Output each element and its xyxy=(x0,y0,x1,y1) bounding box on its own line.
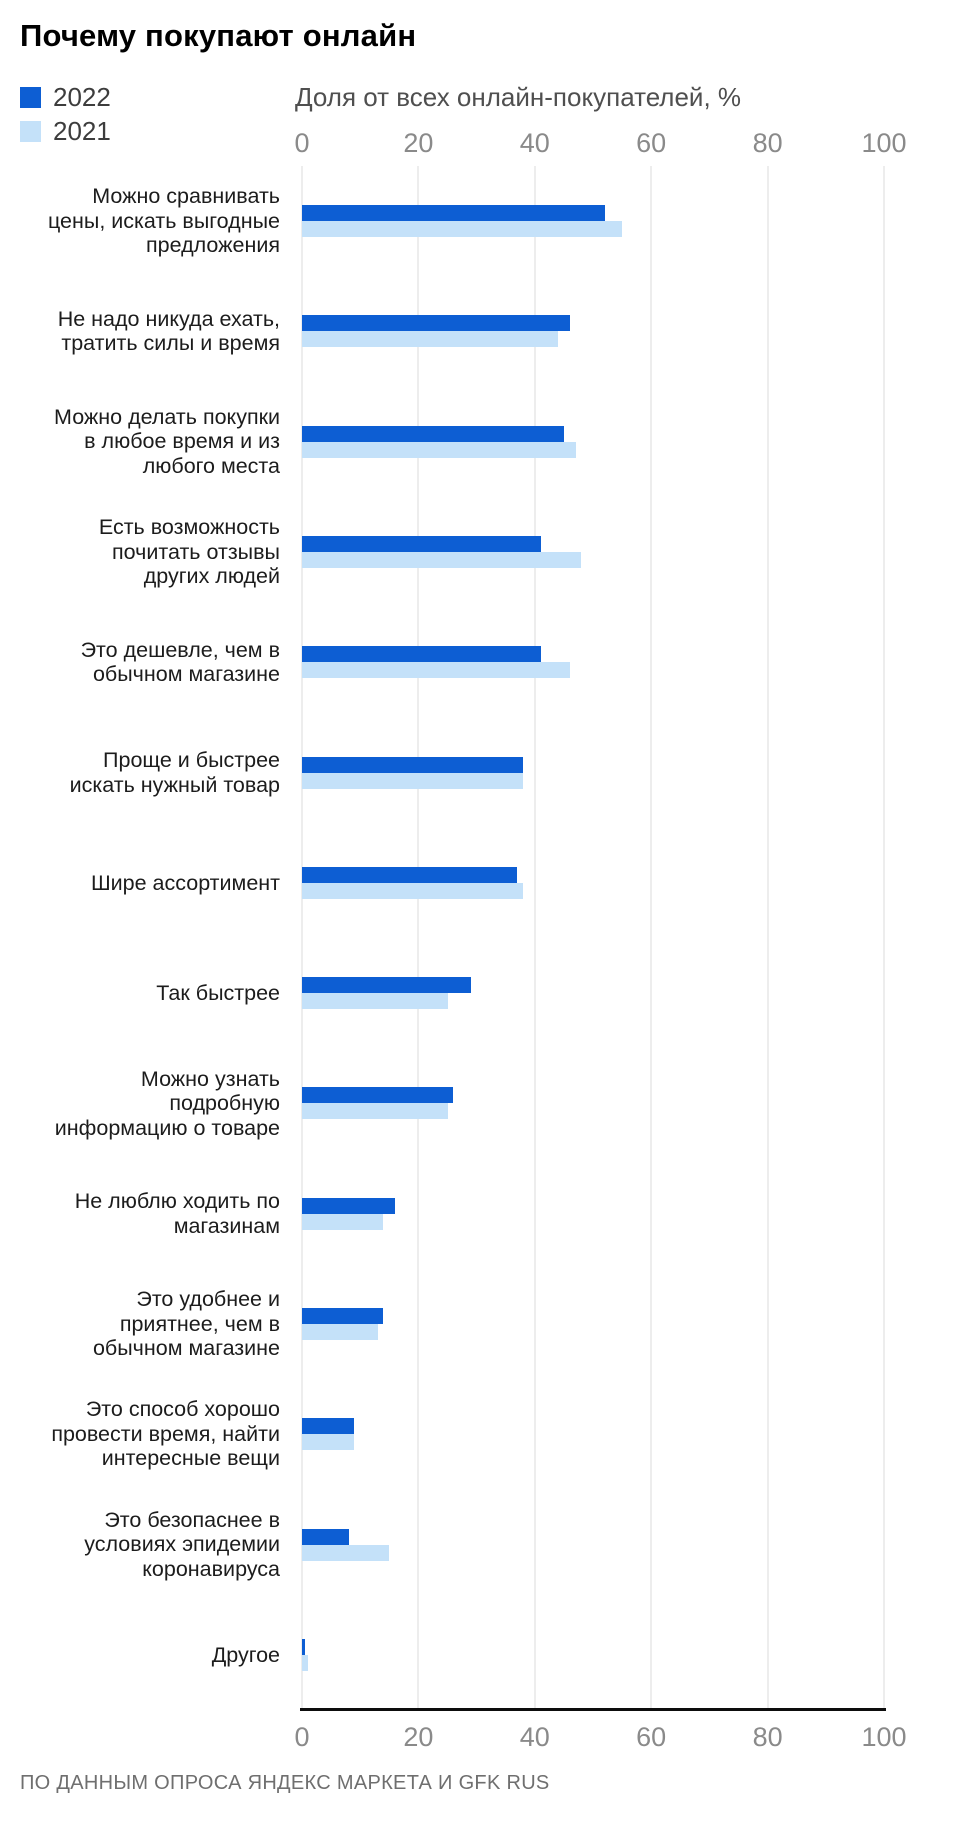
x-tick-label: 80 xyxy=(752,128,783,158)
category-row xyxy=(0,387,960,497)
category-label: Это дешевле, чем в обычном магазине xyxy=(80,637,280,687)
bar-pair xyxy=(302,646,570,678)
category-label: Это способ хорошо провести время, найти интересные вещи xyxy=(51,1397,280,1471)
x-tick-label: 0 xyxy=(294,128,310,158)
axis-units-subtitle: Доля от всех онлайн-покупателей, % xyxy=(295,82,742,112)
bar-pair xyxy=(302,757,523,789)
category-label: Не надо никуда ехать, тратить силы и время xyxy=(57,306,280,356)
category-label: Другое xyxy=(211,1642,280,1667)
x-tick-label: 60 xyxy=(636,128,667,158)
bar-2021 xyxy=(302,1434,354,1450)
category-label: Не люблю ходить по магазинам xyxy=(74,1189,280,1238)
bar-2021 xyxy=(302,1324,378,1340)
category-row xyxy=(0,1159,960,1269)
bar-2022 xyxy=(302,757,523,773)
category-row xyxy=(0,938,960,1048)
bar-2021 xyxy=(302,1545,389,1561)
bar-2021 xyxy=(302,662,570,678)
bar-2022 xyxy=(302,1308,383,1324)
legend-item-2022 xyxy=(20,80,111,114)
bar-pair xyxy=(302,1087,453,1119)
source-note: ПО ДАННЫМ ОПРОСА ЯНДЕКС МАРКЕТА И GFK RUS xyxy=(20,1772,550,1794)
bar-2021 xyxy=(302,221,622,237)
bar-2021 xyxy=(302,1103,448,1119)
category-row xyxy=(0,607,960,717)
bar-2022 xyxy=(302,867,517,883)
bar-2021 xyxy=(302,1214,383,1230)
bar-2022 xyxy=(302,315,570,331)
bar-2022 xyxy=(302,1087,453,1103)
x-tick-label: 60 xyxy=(636,1722,667,1752)
category-row xyxy=(0,276,960,386)
bar-pair xyxy=(302,1418,354,1450)
x-tick-label: 80 xyxy=(752,1722,783,1752)
bar-2022 xyxy=(302,536,541,552)
x-tick-label: 100 xyxy=(861,1722,907,1752)
category-label: Так быстрее xyxy=(156,980,280,1005)
bar-pair xyxy=(302,315,570,347)
bar-2021 xyxy=(302,442,576,458)
category-label: Можно сравнивать цены, искать выгодные предложения xyxy=(47,184,280,258)
x-tick-label: 40 xyxy=(519,1722,550,1752)
x-tick-label: 20 xyxy=(403,1722,434,1752)
category-label: Шире ассортимент xyxy=(90,870,280,895)
bar-pair xyxy=(302,1308,383,1340)
category-row xyxy=(0,828,960,938)
bar-rows xyxy=(0,166,960,1710)
category-label: Есть возможность почитать отзывы других людей xyxy=(98,515,280,589)
bar-2022 xyxy=(302,977,471,993)
x-tick-label: 40 xyxy=(519,128,550,158)
x-axis-ticks-top xyxy=(0,128,960,160)
x-tick-label: 0 xyxy=(294,1722,310,1752)
category-row xyxy=(0,1489,960,1599)
bar-2021 xyxy=(302,773,523,789)
category-label: Это удобнее и приятнее, чем в обычном магазине xyxy=(92,1287,280,1361)
category-label: Можно делать покупки в любое время и из любого места xyxy=(54,404,280,478)
bar-pair xyxy=(302,1639,308,1671)
category-row xyxy=(0,1269,960,1379)
bar-2022 xyxy=(302,1198,395,1214)
category-label: Это безопаснее в условиях эпидемии коронавируса xyxy=(84,1507,280,1581)
category-row xyxy=(0,1379,960,1489)
bar-2021 xyxy=(302,993,448,1009)
legend-label-2021: 2021 xyxy=(53,115,111,146)
bar-2022 xyxy=(302,646,541,662)
category-label: Проще и быстрее искать нужный товар xyxy=(69,748,280,797)
bar-pair xyxy=(302,1198,395,1230)
legend-swatch-2022-icon xyxy=(20,87,41,108)
category-label: Можно узнать подробную информацию о товаре xyxy=(54,1066,280,1140)
chart-title: Почему покупают онлайн xyxy=(20,18,417,53)
bar-2022 xyxy=(302,1418,354,1434)
x-tick-label: 20 xyxy=(403,128,434,158)
legend-label-2022: 2022 xyxy=(53,81,111,112)
bar-2021 xyxy=(302,331,558,347)
category-row xyxy=(0,166,960,276)
bar-pair xyxy=(302,1529,389,1561)
bar-2022 xyxy=(302,426,564,442)
x-axis-line xyxy=(300,1708,886,1711)
category-row xyxy=(0,717,960,827)
category-row xyxy=(0,497,960,607)
bar-2022 xyxy=(302,205,605,221)
bar-pair xyxy=(302,867,523,899)
bar-pair xyxy=(302,205,622,237)
x-tick-label: 100 xyxy=(861,128,907,158)
bar-2021 xyxy=(302,552,581,568)
category-row xyxy=(0,1048,960,1158)
bar-pair xyxy=(302,977,471,1009)
bar-2022 xyxy=(302,1529,349,1545)
bar-pair xyxy=(302,426,576,458)
bar-2022 xyxy=(302,1639,305,1655)
bar-2021 xyxy=(302,883,523,899)
x-axis-ticks-bottom xyxy=(0,1722,960,1754)
bar-2021 xyxy=(302,1655,308,1671)
bar-pair xyxy=(302,536,581,568)
category-row xyxy=(0,1600,960,1710)
